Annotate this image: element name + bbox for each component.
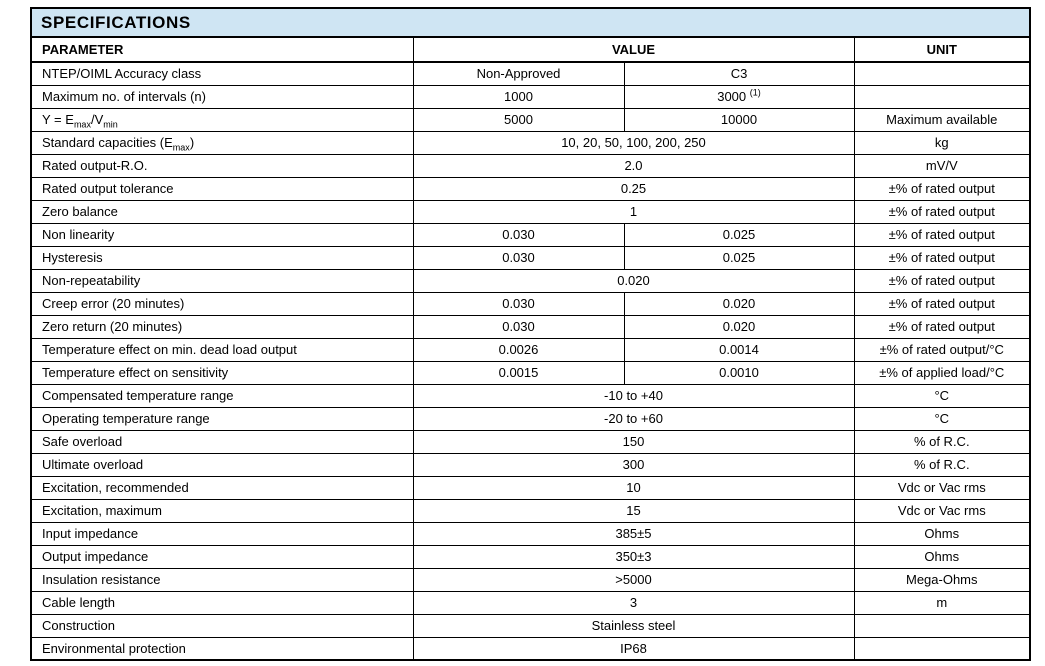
- parameter-cell: Temperature effect on min. dead load output: [31, 338, 413, 361]
- unit-cell: mV/V: [854, 154, 1030, 177]
- unit-cell: [854, 614, 1030, 637]
- parameter-cell: Cable length: [31, 591, 413, 614]
- value-cell: 10, 20, 50, 100, 200, 250: [413, 131, 854, 154]
- specifications-table: [30, 7, 1031, 661]
- parameter-cell: Hysteresis: [31, 246, 413, 269]
- table-row: [31, 131, 1030, 154]
- table-row: [31, 499, 1030, 522]
- unit-cell: Vdc or Vac rms: [854, 476, 1030, 499]
- value-cell: 0.025: [624, 246, 854, 269]
- table-row: [31, 269, 1030, 292]
- spec-table-body: [31, 8, 1030, 660]
- table-row: [31, 338, 1030, 361]
- value-cell: 3: [413, 591, 854, 614]
- table-row: [31, 430, 1030, 453]
- value-cell: IP68: [413, 637, 854, 660]
- parameter-cell: Maximum no. of intervals (n): [31, 85, 413, 108]
- value-cell: Stainless steel: [413, 614, 854, 637]
- value-cell: 0.0015: [413, 361, 624, 384]
- unit-cell: ±% of rated output: [854, 292, 1030, 315]
- parameter-cell: Rated output tolerance: [31, 177, 413, 200]
- table-row: [31, 154, 1030, 177]
- table-row: [31, 177, 1030, 200]
- value-cell: 0.0014: [624, 338, 854, 361]
- unit-cell: m: [854, 591, 1030, 614]
- parameter-cell: Zero balance: [31, 200, 413, 223]
- unit-cell: ±% of rated output: [854, 223, 1030, 246]
- unit-cell: % of R.C.: [854, 453, 1030, 476]
- unit-cell: kg: [854, 131, 1030, 154]
- table-row: [31, 591, 1030, 614]
- table-row: [31, 315, 1030, 338]
- value-cell: -20 to +60: [413, 407, 854, 430]
- parameter-cell: Non linearity: [31, 223, 413, 246]
- parameter-cell: Standard capacities $(E_{max})$: [31, 131, 413, 154]
- table-row: [31, 223, 1030, 246]
- unit-cell: ±% of rated output: [854, 246, 1030, 269]
- value-cell: 0.025: [624, 223, 854, 246]
- unit-cell: [854, 85, 1030, 108]
- parameter-cell: Creep error (20 minutes): [31, 292, 413, 315]
- parameter-cell: Input impedance: [31, 522, 413, 545]
- table-row: [31, 522, 1030, 545]
- value-column-header: VALUE: [413, 37, 854, 62]
- table-row: [31, 568, 1030, 591]
- parameter-cell: Construction: [31, 614, 413, 637]
- table-row: [31, 62, 1030, 85]
- table-row: [31, 453, 1030, 476]
- table-row: [31, 108, 1030, 131]
- table-row: [31, 407, 1030, 430]
- value-cell: 0.0026: [413, 338, 624, 361]
- value-cell: 1: [413, 200, 854, 223]
- parameter-cell: Compensated temperature range: [31, 384, 413, 407]
- column-header-row: [31, 37, 1030, 62]
- table-title-row: [31, 8, 1030, 37]
- value-cell: 10000: [624, 108, 854, 131]
- value-cell: 0.030: [413, 315, 624, 338]
- value-cell: 2.0: [413, 154, 854, 177]
- value-cell: 0.25: [413, 177, 854, 200]
- unit-cell: ±% of rated output: [854, 177, 1030, 200]
- table-row: [31, 637, 1030, 660]
- parameter-cell: Safe overload: [31, 430, 413, 453]
- unit-cell: Ohms: [854, 522, 1030, 545]
- table-row: [31, 361, 1030, 384]
- value-cell: 0.020: [624, 292, 854, 315]
- parameter-cell: Zero return (20 minutes): [31, 315, 413, 338]
- parameter-cell: $Y = E_{max}/V_{min}$: [31, 108, 413, 131]
- table-row: [31, 384, 1030, 407]
- unit-cell: ±% of applied load/°C: [854, 361, 1030, 384]
- value-cell: 10: [413, 476, 854, 499]
- unit-cell: ±% of rated output: [854, 269, 1030, 292]
- parameter-cell: Insulation resistance: [31, 568, 413, 591]
- unit-cell: ±% of rated output/°C: [854, 338, 1030, 361]
- parameter-cell: NTEP/OIML Accuracy class: [31, 62, 413, 85]
- unit-cell: °C: [854, 407, 1030, 430]
- unit-cell: ±% of rated output: [854, 200, 1030, 223]
- parameter-cell: Excitation, maximum: [31, 499, 413, 522]
- value-cell: 385±5: [413, 522, 854, 545]
- table-row: [31, 292, 1030, 315]
- table-row: [31, 246, 1030, 269]
- parameter-cell: Ultimate overload: [31, 453, 413, 476]
- value-cell: -10 to +40: [413, 384, 854, 407]
- table-row: [31, 200, 1030, 223]
- value-cell: 3000 $^{(1)}$: [624, 85, 854, 108]
- value-cell: >5000: [413, 568, 854, 591]
- parameter-cell: Output impedance: [31, 545, 413, 568]
- table-row: [31, 545, 1030, 568]
- unit-cell: ±% of rated output: [854, 315, 1030, 338]
- value-cell: 150: [413, 430, 854, 453]
- value-cell: 0.020: [413, 269, 854, 292]
- table-row: [31, 476, 1030, 499]
- unit-cell: °C: [854, 384, 1030, 407]
- value-cell: 350±3: [413, 545, 854, 568]
- parameter-cell: Excitation, recommended: [31, 476, 413, 499]
- value-cell: 5000: [413, 108, 624, 131]
- table-title: SPECIFICATIONS: [31, 8, 1030, 37]
- value-cell: Non-Approved: [413, 62, 624, 85]
- value-cell: 300: [413, 453, 854, 476]
- table-row: [31, 614, 1030, 637]
- unit-cell: Ohms: [854, 545, 1030, 568]
- value-cell: 0.030: [413, 292, 624, 315]
- unit-cell: Maximum available: [854, 108, 1030, 131]
- unit-cell: Vdc or Vac rms: [854, 499, 1030, 522]
- parameter-cell: Temperature effect on sensitivity: [31, 361, 413, 384]
- value-cell: 0.0010: [624, 361, 854, 384]
- unit-cell: % of R.C.: [854, 430, 1030, 453]
- parameter-cell: Rated output-R.O.: [31, 154, 413, 177]
- unit-column-header: UNIT: [854, 37, 1030, 62]
- value-cell: 15: [413, 499, 854, 522]
- unit-cell: Mega-Ohms: [854, 568, 1030, 591]
- parameter-cell: Operating temperature range: [31, 407, 413, 430]
- value-cell: 0.030: [413, 246, 624, 269]
- value-cell: 0.020: [624, 315, 854, 338]
- unit-cell: [854, 637, 1030, 660]
- parameter-cell: Non-repeatability: [31, 269, 413, 292]
- parameter-cell: Environmental protection: [31, 637, 413, 660]
- unit-cell: [854, 62, 1030, 85]
- value-cell: 1000: [413, 85, 624, 108]
- table-row: [31, 85, 1030, 108]
- value-cell: C3: [624, 62, 854, 85]
- parameter-column-header: PARAMETER: [31, 37, 413, 62]
- value-cell: 0.030: [413, 223, 624, 246]
